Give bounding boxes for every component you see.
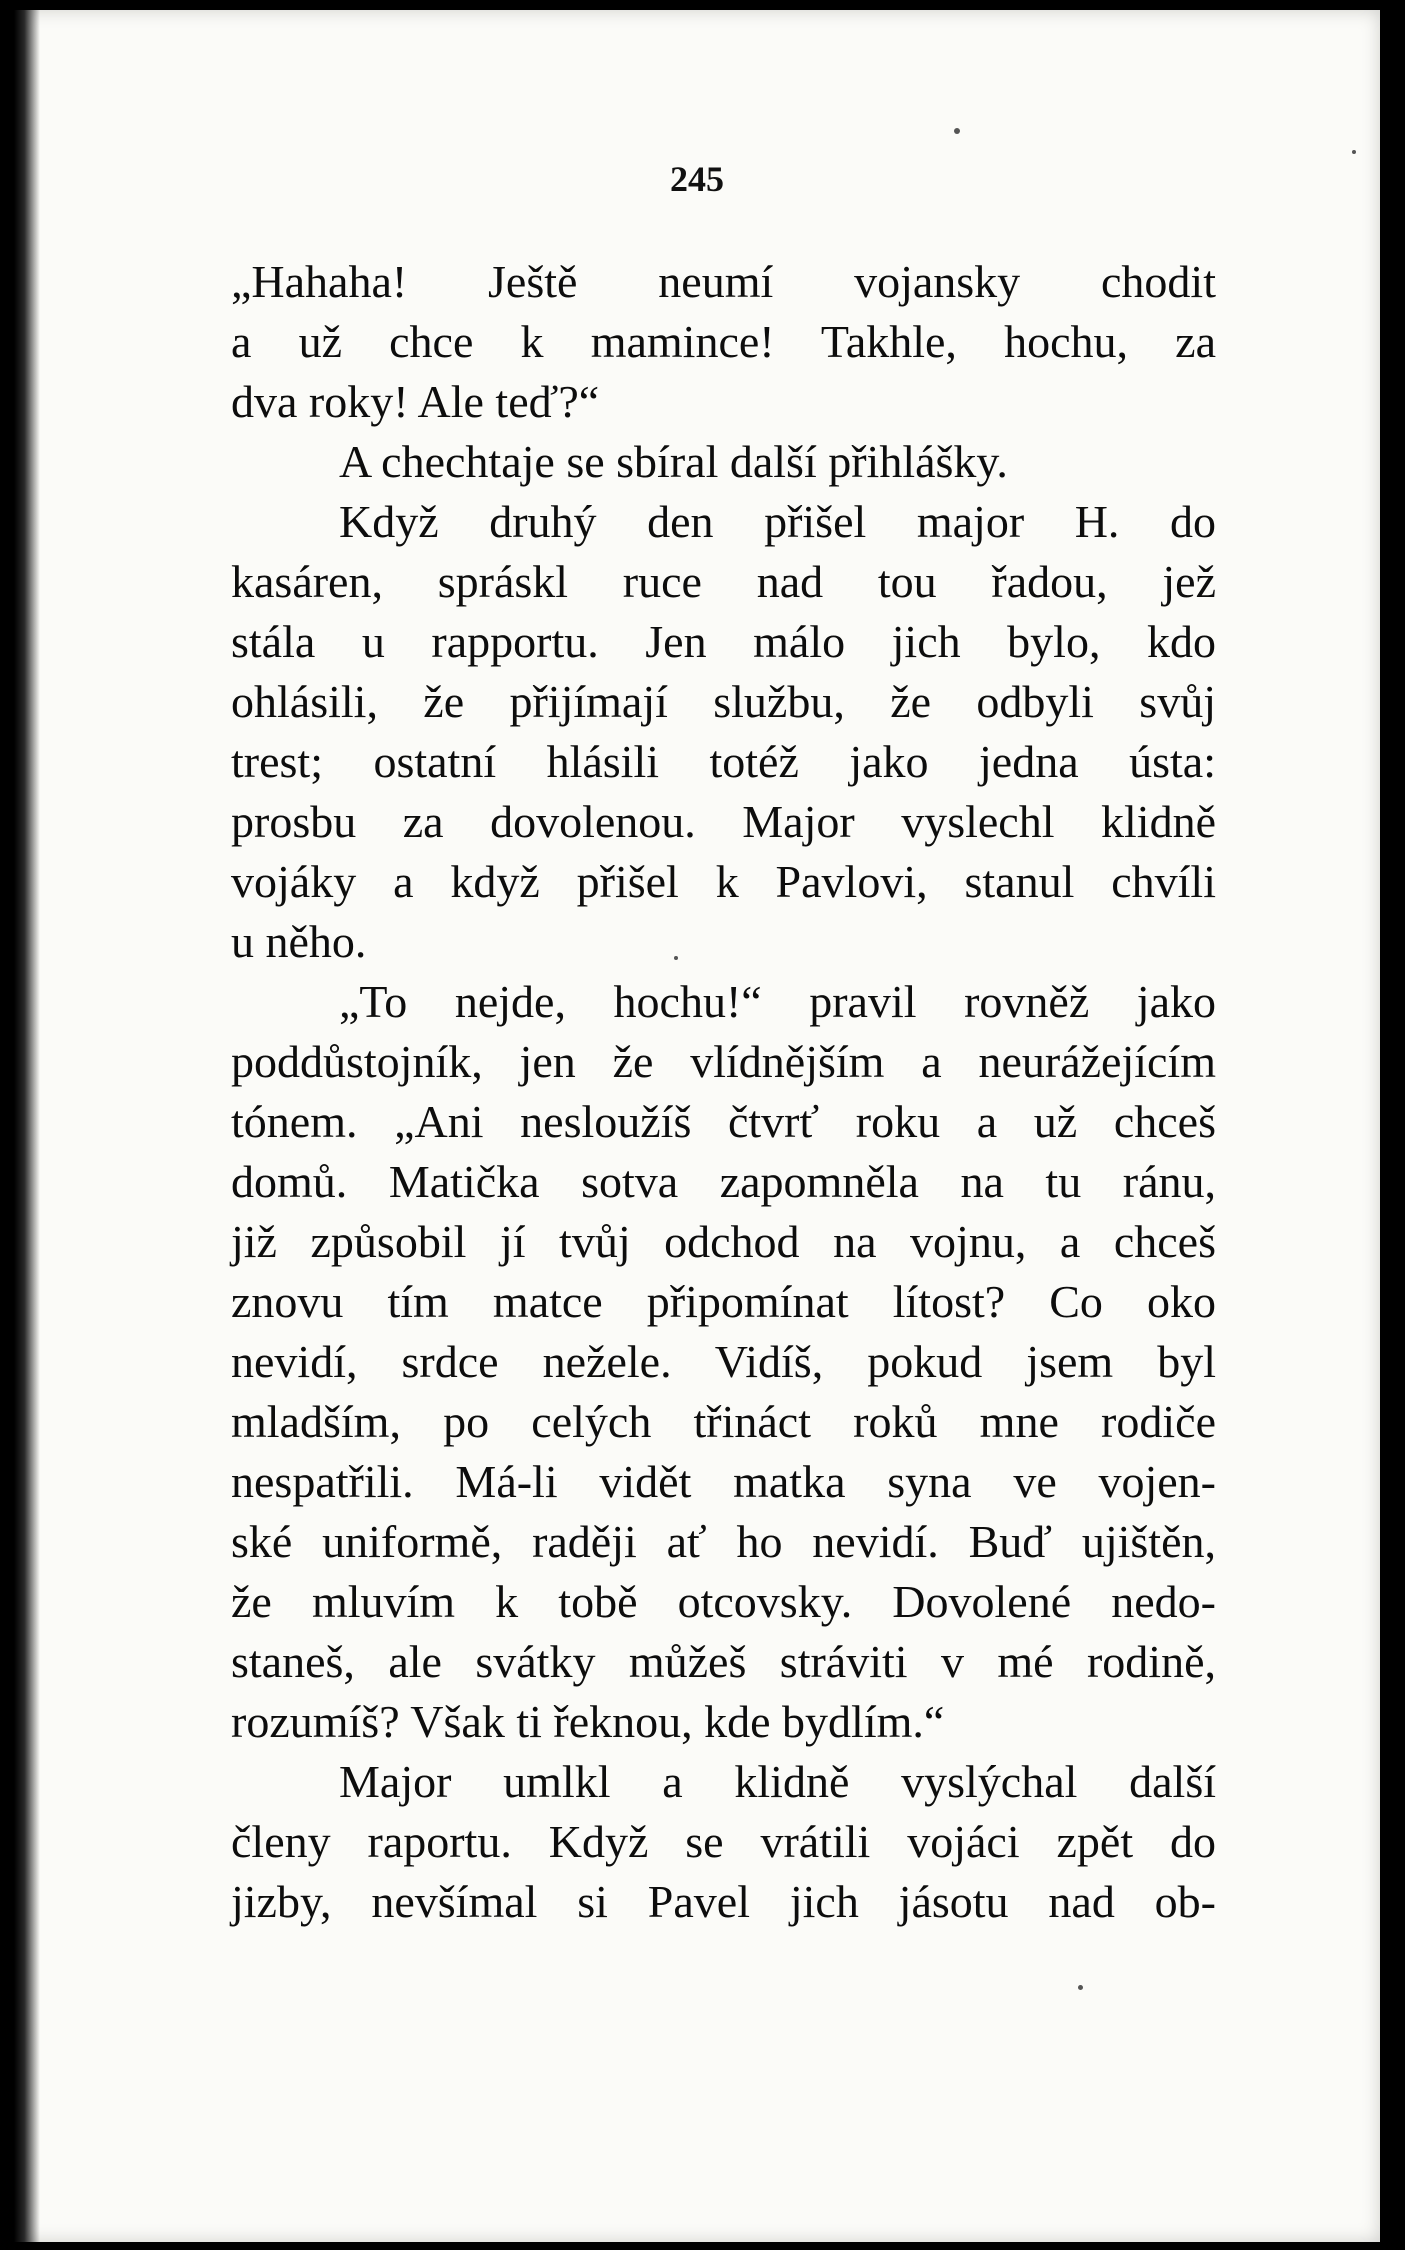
scan-speck (954, 128, 960, 134)
text-line: A chechtaje se sbíral další přihlášky. (339, 436, 1008, 487)
paper-sheet (14, 10, 1380, 2242)
scan-speck (1078, 1985, 1083, 1990)
text-line: ské uniformě, raději ať ho nevidí. Buď ujištěn, (231, 1516, 1216, 1567)
text-line: staneš, ale svátky můžeš stráviti v mé rodině, (231, 1636, 1216, 1687)
text-line: stála u rapportu. Jen málo jich bylo, kdo (231, 616, 1216, 667)
text-line: Když druhý den přišel major H. do (339, 496, 1216, 547)
text-line: členy raportu. Když se vrátili vojáci zpět do (231, 1816, 1216, 1867)
text-line: mladším, po celých třináct roků mne rodiče (231, 1396, 1216, 1447)
text-line: trest; ostatní hlásili totéž jako jedna ústa: (231, 736, 1216, 787)
text-line: kasáren, spráskl ruce nad tou řadou, jež (231, 556, 1216, 607)
text-line: že mluvím k tobě otcovsky. Dovolené nedo- (231, 1576, 1216, 1627)
text-line: Major umlkl a klidně vyslýchal další (339, 1756, 1216, 1807)
body-text (231, 252, 1216, 1932)
text-line: znovu tím matce připomínat lítost? Co oko (231, 1276, 1216, 1327)
text-line: již způsobil jí tvůj odchod na vojnu, a chceš (231, 1216, 1216, 1267)
text-line: domů. Matička sotva zapomněla na tu ránu, (231, 1156, 1216, 1207)
text-line: tónem. „Ani nesloužíš čtvrť roku a už chceš (231, 1096, 1216, 1147)
text-line: u něho. (231, 916, 367, 967)
text-line: a už chce k mamince! Takhle, hochu, za (231, 316, 1216, 367)
text-line: prosbu za dovolenou. Major vyslechl klidně (231, 796, 1216, 847)
text-line: poddůstojník, jen že vlídnějším a neurážejícím (231, 1036, 1216, 1087)
scan-speck (674, 956, 678, 960)
text-line: vojáky a když přišel k Pavlovi, stanul chvíli (231, 856, 1216, 907)
text-line: jizby, nevšímal si Pavel jich jásotu nad ob- (231, 1876, 1216, 1927)
text-line: „Hahaha! Ještě neumí vojansky chodit (231, 256, 1216, 307)
text-line: rozumíš? Však ti řeknou, kde bydlím.“ (231, 1696, 945, 1747)
page-number: 245 (670, 159, 724, 199)
text-line: ohlásili, že přijímají službu, že odbyli svůj (231, 676, 1216, 727)
binding-shadow (14, 10, 40, 2242)
text-line: dva roky! Ale teď?“ (231, 376, 600, 427)
text-line: nevidí, srdce nežele. Vidíš, pokud jsem byl (231, 1336, 1216, 1387)
text-line: nespatřili. Má-li vidět matka syna ve vojen- (231, 1456, 1216, 1507)
scan-speck (1352, 150, 1356, 154)
text-line: „To nejde, hochu!“ pravil rovněž jako (339, 976, 1216, 1027)
